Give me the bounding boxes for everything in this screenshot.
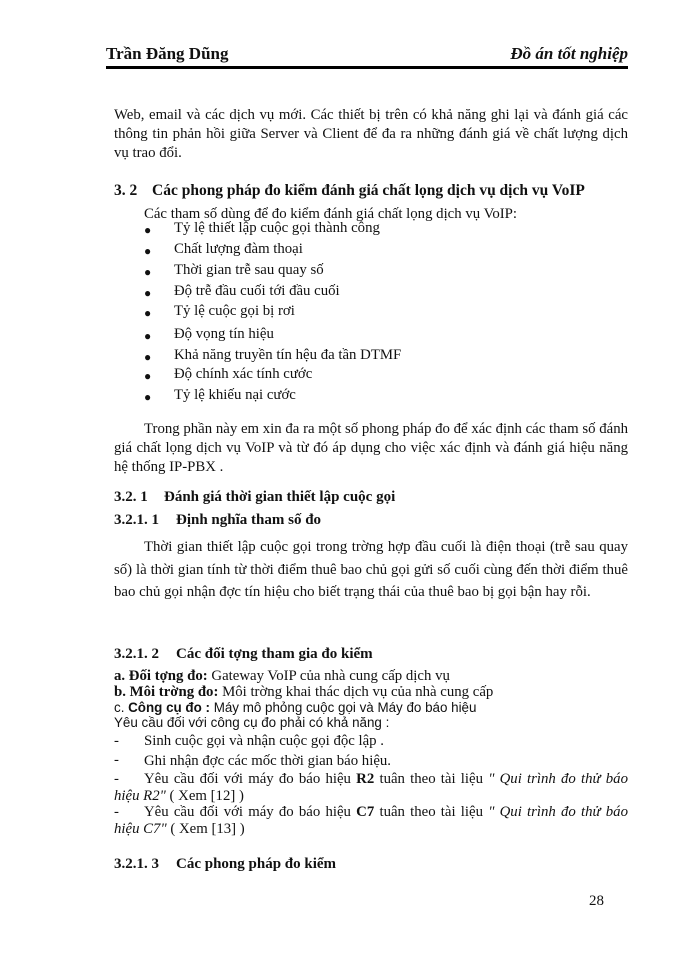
list-item: Tỷ lệ thiết lập cuộc gọi thành công bbox=[174, 220, 380, 236]
document-ref: " Qui trình đo thử bbox=[488, 804, 601, 820]
bullet-icon bbox=[144, 265, 151, 280]
section-title: Các phong pháp đo kiểm đánh giá chất lọng dịch vụ dịch vụ VoIP bbox=[152, 182, 585, 199]
requirement-code: C7 bbox=[356, 804, 375, 820]
item-c-text: Máy mô phỏng cuộc gọi và Máy đo báo hiệu bbox=[209, 700, 477, 715]
page-header bbox=[106, 42, 628, 69]
bullet-icon bbox=[144, 350, 151, 365]
bullet-icon bbox=[144, 390, 151, 405]
requirement-text: tuân theo tài liệu bbox=[374, 771, 489, 787]
item-b bbox=[114, 684, 493, 701]
section-number: 3. 2 bbox=[114, 182, 138, 199]
section-3-2-1-heading bbox=[114, 489, 395, 506]
section-3-2-lead: Các tham số dùng để đo kiểm đánh giá chất lọng dịch vụ VoIP: bbox=[144, 206, 518, 222]
bullet-icon bbox=[144, 223, 151, 238]
dash-marker: - bbox=[114, 752, 119, 768]
header-author: Trần Đăng Dũng bbox=[106, 44, 229, 63]
dash-marker: - bbox=[114, 733, 119, 749]
reference-link: ( Xem [13] ) bbox=[166, 821, 245, 837]
requirement-text: Yêu cầu đối với máy đo báo hiệu bbox=[144, 771, 357, 787]
item-c-prefix: c. bbox=[114, 700, 129, 715]
item-c bbox=[114, 700, 476, 715]
section-title: Đánh giá thời gian thiết lập cuộc gọi bbox=[164, 489, 396, 505]
requirement-item: Ghi nhận đợc các mốc thời gian báo hiệu. bbox=[144, 753, 391, 769]
header-title: Đồ án tốt nghiệp bbox=[510, 44, 628, 63]
section-title: Các đối tợng tham gia đo kiểm bbox=[176, 646, 373, 662]
section-number: 3.2.1. 2 bbox=[114, 646, 159, 662]
section-3-2-heading bbox=[114, 182, 585, 200]
list-item: Tỷ lệ cuộc gọi bị rơi bbox=[174, 303, 295, 319]
section-3-2-1-1-body: Thời gian thiết lập cuộc gọi trong trờng hợp đầu cuối là điện thoại (trễ sau quay số) là thời gian tính từ thời điểm thuê bao chủ gọi gửi số cuối cùng đến thời điểm thuê bao chủ gọi nhận đợc tín hiệu cho biết trạng thái của thuê bao bị gọi bận hay rỗi. bbox=[114, 539, 628, 600]
section-3-2-1-2-heading bbox=[114, 646, 373, 663]
section-title: Định nghĩa tham số đo bbox=[176, 512, 322, 528]
requirement-item-r2 bbox=[114, 771, 628, 805]
list-item: Độ chính xác tính cước bbox=[174, 366, 313, 382]
list-item: Thời gian trễ sau quay số bbox=[174, 262, 324, 278]
item-a bbox=[114, 668, 450, 685]
requirement-text: Yêu cầu đối với máy đo báo hiệu bbox=[144, 804, 357, 820]
bullet-icon bbox=[144, 369, 151, 384]
section-number: 3.2.1. 1 bbox=[114, 512, 159, 528]
item-b-text: Môi trờng khai thác dịch vụ của nhà cung cấp bbox=[218, 684, 494, 700]
dash-marker: - bbox=[114, 804, 119, 820]
list-item: Độ vọng tín hiệu bbox=[174, 326, 274, 342]
requirement-text: tuân theo tài liệu bbox=[374, 804, 489, 820]
requirement-code: R2 bbox=[356, 771, 375, 787]
section-3-2-1-1-heading bbox=[114, 512, 321, 529]
requirement-item-c7 bbox=[114, 804, 628, 838]
requirement-line: Yêu cầu đối với công cụ đo phải có khả năng : bbox=[114, 715, 390, 730]
section-number: 3.2.1. 3 bbox=[114, 856, 159, 872]
list-item: Độ trễ đầu cuối tới đầu cuối bbox=[174, 283, 340, 299]
reference-link: ( Xem [12] ) bbox=[165, 788, 244, 804]
bullet-icon bbox=[144, 244, 151, 259]
document-ref: báo hiệu R2" bbox=[114, 771, 628, 804]
bullet-icon bbox=[144, 329, 151, 344]
item-a-text: Gateway VoIP của nhà cung cấp dịch vụ bbox=[207, 668, 450, 684]
item-b-label: b. Môi trờng đo: bbox=[114, 684, 219, 700]
document-ref: " Qui trình đo thử bbox=[488, 771, 601, 787]
bullet-icon bbox=[144, 306, 151, 321]
bullet-icon bbox=[144, 286, 151, 301]
item-a-label: a. Đối tợng đo: bbox=[114, 668, 208, 684]
page-number: 28 bbox=[589, 893, 604, 909]
intro-paragraph: Web, email và các dịch vụ mới. Các thiết bị trên có khả năng ghi lại và đánh giá các thông tin phản hồi giữa Server và Client để đa ra những đánh giá về chất lượng dịch vụ trao đổi. bbox=[114, 107, 628, 161]
document-ref: báo hiệu C7" bbox=[114, 804, 628, 837]
requirement-item: Sinh cuộc gọi và nhận cuộc gọi độc lập . bbox=[144, 733, 384, 749]
section-title: Các phong pháp đo kiểm bbox=[176, 856, 337, 872]
list-item: Chất lượng đàm thoại bbox=[174, 241, 303, 257]
section-number: 3.2. 1 bbox=[114, 489, 148, 505]
section-3-2-summary: Trong phần này em xin đa ra một số phong pháp đo để xác định các tham số đánh giá chất lọng dịch vụ VoIP và từ đó áp dụng cho việc xác định và đánh giá hiệu năng hệ thống IP-PBX . bbox=[114, 421, 628, 475]
section-3-2-1-3-heading bbox=[114, 856, 336, 873]
list-item: Tỷ lệ khiếu nại cước bbox=[174, 387, 296, 403]
list-item: Khả năng truyền tín hệu đa tần DTMF bbox=[174, 347, 402, 363]
item-c-label: Công cụ đo : bbox=[128, 700, 210, 715]
dash-marker: - bbox=[114, 771, 119, 787]
